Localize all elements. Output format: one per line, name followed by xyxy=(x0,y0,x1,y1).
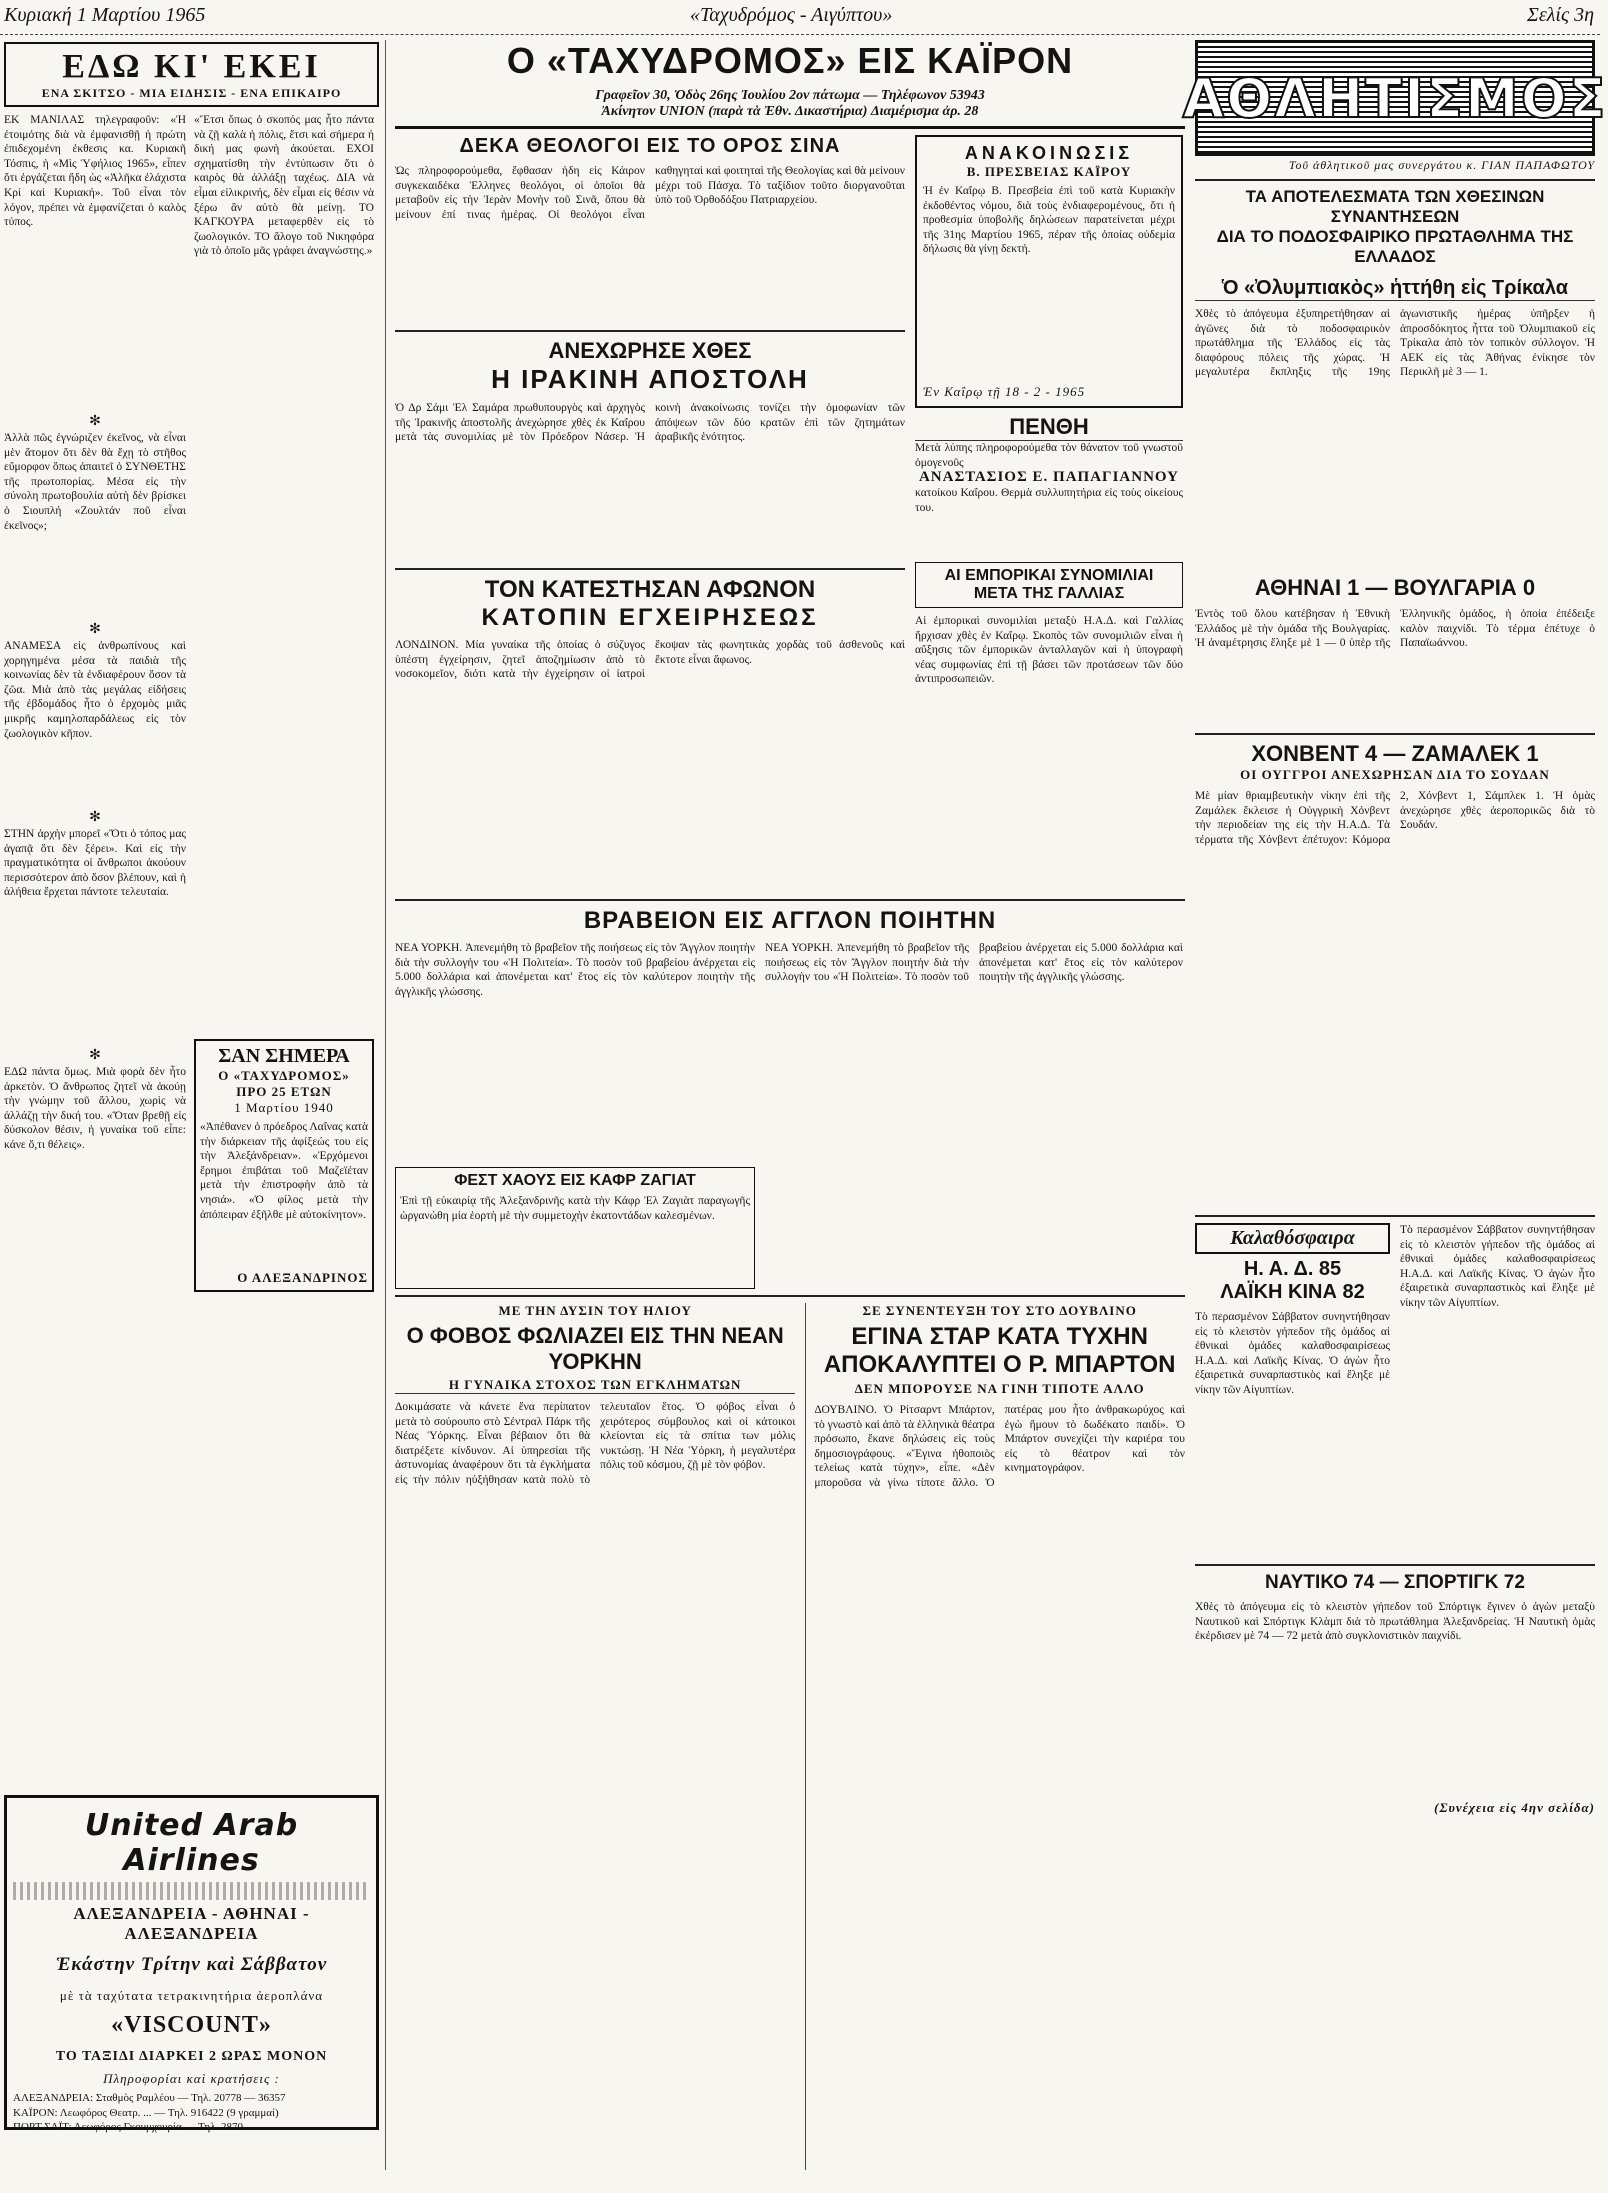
left-column xyxy=(0,40,386,2170)
burton-kicker: ΣΕ ΣΥΝΕΝΤΕΥΞΗ ΤΟΥ ΣΤΟ ΔΟΥΒΛΙΝΟ xyxy=(862,1303,1137,1318)
masthead-address: Γραφεῖον 30, Ὁδὸς 26ης Ἰουλίου 2ον πάτωμα — Τηλέφωνον 53943 xyxy=(595,88,985,103)
basket-score-2: ΛΑΪΚΗ ΚΙΝΑ 82 xyxy=(1220,1281,1365,1303)
anakoinosis-box xyxy=(915,135,1183,408)
anexorise-title-1: ΑΝΕΧΩΡΗΣΕ ΧΘΕΣ xyxy=(548,338,752,363)
honved-subtitle: ΟΙ ΟΥΓΓΡΟΙ ΑΝΕΧΩΡΗΣΑΝ ΔΙΑ ΤΟ ΣΟΥΔΑΝ xyxy=(1240,767,1550,782)
fest-title: ΦΕΣΤ ΧΑΟΥΣ ΕΙΣ ΚΑΦΡ ΖΑΓΙΑΤ xyxy=(454,1172,696,1189)
section-rule xyxy=(395,899,1185,901)
san-simera-text: «Ἀπέθανεν ὁ πρόεδρος Λαΐνας κατὰ τὴν διάρκειαν τῆς ἀφίξεώς του εἰς τὴν Ἀλεξάνδρειαν». «Ἐρχόμενοι ἔρημοι ἐπιβάται τοῦ Μαζεϊέταν μετὰ τὴν ἐπιστροφὴν ἀπὸ τὰ νησιά». «Ὁ φίλος μετὰ τὴν ἀπόπειραν ἐξῆλθε μὲ αὐτοκίνητον». xyxy=(200,1121,371,1221)
naftiko-title: ΝΑΥΤΙΚΟ 74 — ΣΠΟΡΤΙΓΚ 72 xyxy=(1265,1572,1525,1593)
fest-text: Ἐπὶ τῇ εὐκαιρίᾳ τῆς Ἀλεξανδρινῆς κατὰ τὴν Κάφρ Ἐλ Ζαγιὰτ παραγωγῆς ὠργανώθη μία ἑορτὴ μὲ τὴν συμμετοχὴν ἑκατοντάδων καλεσμένων. xyxy=(400,1195,753,1222)
section-rule xyxy=(1195,1215,1595,1217)
afonon-title-1: ΤΟΝ ΚΑΤΕΣΤΗΣΑΝ ΑΦΩΝΟΝ xyxy=(484,576,816,603)
fest-box xyxy=(395,1167,755,1289)
emporikai-text: Αἱ ἐμπορικαὶ συνομιλίαι μεταξὺ Η.Α.Δ. καὶ Γαλλίας ἤρχισαν χθὲς ἐν Καΐρῳ. Σκοπὸς τῶν συνομιλιῶν εἶναι ἡ αὔξησις τῶν ἐμπορικῶν ἀνταλλαγῶν καὶ ἡ ὑπογραφὴ νέας συμφωνίας ἐπὶ τῇ βάσει τῶν προτάσεων τῶν δύο ἀντιπροσωπειῶν. xyxy=(915,615,1186,686)
penthi-text: Μετὰ λύπης πληροφορούμεθα τὸν θάνατον τοῦ γνωστοῦ ὁμογενοῦς xyxy=(915,442,1186,469)
divider-star: ✻ xyxy=(89,622,101,637)
afonon-text: ΛΟΝΔΙΝΟΝ. Μία γυναίκα τῆς ὁποίας ὁ σύζυγος ὑπέστη ἐγχείρησιν, ζητεῖ ἀποζημίωσιν ἀπὸ τὸ νοσοκομεῖον, διότι κατὰ τὴν ἐγχείρησιν οἱ ἰατροὶ ἔκοψαν τὰς φωνητικὰς χορδὰς τοῦ ἀσθενοῦς καὶ ἔκτοτε εἶναι ἄφωνος. xyxy=(395,639,908,681)
edo-kiekei-para-4: ΣΤΗΝ ἀρχὴν μπορεῖ «Ὅτι ὁ τόπος μας ἀγαπᾷ ὅτι δὲν ξέρει». Καὶ εἰς τὴν πραγματικότητα οἱ ἄνθρωποι ἀκούουν περισσότερον ἀπὸ ὅσον βλέπουν, καὶ ἡ ἀλήθεια ἔρχεται πάντοτε τελευταία. xyxy=(4,828,189,899)
issue-date: Κυριακή 1 Μαρτίου 1965 xyxy=(4,4,206,26)
vraveion-left xyxy=(395,941,758,1289)
masthead-address-2: Ἀκίνητον UNION (παρὰ τὰ Ἐθν. Δικαστήρια) Διαμέρισμα ἀρ. 28 xyxy=(601,104,979,119)
airline-days: Ἑκάστην Τρίτην καὶ Σάββατον xyxy=(55,1954,328,1975)
vraveion-title: ΒΡΑΒΕΙΟΝ ΕΙΣ ΑΓΓΛΟΝ ΠΟΙΗΤΗΝ xyxy=(583,907,997,934)
edo-kiekei-para-1: ΕΚ ΜΑΝΙΛΑΣ τηλεγραφοῦν: «Ἡ ἐτοιμότης διὰ νὰ ἐμφανισθῇ ἡ πρώτη ἐπιδεχομένη ἐκθεσις κα. Κυριακῆ Τόσπις, ἡ «Μὶς Ὑφήλιος 1965», εἶπεν ὅτι ἐργάζεται ἤδη ὡς «Ἀλῆκα ἐλάχιστα Κρί καὶ Κυριακή». Τοῦ εἶναι τὸν λόγον, πρέπει νὰ ἐμφανίζεται ὁ καλὸς τύπος. xyxy=(4,114,189,229)
athenai-title: ΑΘΗΝΑΙ 1 — ΒΟΥΛΓΑΡΙΑ 0 xyxy=(1254,575,1536,600)
paper-name: «Ταχυδρόμος - Αιγύπτου» xyxy=(690,4,893,26)
penthi-text-2: κατοίκου Καΐρου. Θερμὰ συλλυπητήρια εἰς τοὺς οἰκείους του. xyxy=(915,487,1186,514)
basket-text: Τὸ περασμένον Σάββατον συνηντήθησαν εἰς τὸ κλειστὸν γήπεδον τῆς ὁμάδος αἱ ἐθνικαὶ ὁμάδες καλαθοσφαιρίσεως Η.Α.Δ. καὶ Λαϊκῆς Κίνας. Ὁ ἀγὼν ἦτο ἐξαιρετικὰ συναρπαστικὸς καὶ ἔληξε μὲ νίκην τῶν Αἰγυπτίων. xyxy=(1195,1311,1393,1396)
page-number: Σελίς 3η xyxy=(1526,4,1594,26)
masthead xyxy=(395,40,1185,129)
center-top-row xyxy=(395,135,1185,556)
center-middle-row xyxy=(395,562,1185,893)
san-simera-title: ΣΑΝ ΣΗΜΕΡΑ xyxy=(218,1045,350,1067)
sports-header: ΑΘΛΗΤΙΣΜΟΣ xyxy=(1195,40,1595,156)
basket-score-1: Η. Α. Δ. 85 xyxy=(1243,1258,1342,1280)
airline-advertisement xyxy=(4,1795,379,2134)
burton-title-1: ΕΓΙΝΑ ΣΤΑΡ ΚΑΤΑ ΤΥΧΗΝ xyxy=(851,1323,1148,1350)
ad-stripe xyxy=(13,1882,370,1900)
divider-star: ✻ xyxy=(89,810,101,825)
penthi-name: ΑΝΑΣΤΑΣΙΟΣ Ε. ΠΑΠΑΓΙΑΝΝΟΥ xyxy=(918,469,1180,485)
airline-route: ΑΛΕΞΑΝΔΡΕΙΑ - ΑΘΗΝΑΙ - ΑΛΕΞΑΝΔΡΕΙΑ xyxy=(73,1904,310,1943)
theologoi-title: ΔΕΚΑ ΘΕΟΛΟΓΟΙ ΕΙΣ ΤΟ ΟΡΟΣ ΣΙΝΑ xyxy=(459,135,841,157)
san-simera-sub1: Ο «ΤΑΧΥΔΡΟΜΟΣ» xyxy=(218,1068,350,1083)
naftiko-text: Χθὲς τὸ ἀπόγευμα εἰς τὸ κλειστὸν γήπεδον τοῦ Σπόρτιγκ ἔγινεν ὁ ἀγὼν μεταξὺ Ναυτικοῦ καὶ Σπόρτιγκ Κλὰμπ διὰ τὸ πρωτάθλημα Ἀλεξανδρείας. Ἡ Ναυτικὴ ὁμὰς ἐκέρδισεν μὲ 74 — 72 μετὰ ἀπὸ συγκλονιστικὸν παιχνίδι. xyxy=(1195,1601,1598,1643)
edo-kiekei-column-2: «Ἕτσι ὅπως ὁ σκοπός μας ἦτο πάντα νὰ ζῇ καλὰ ἡ πόλις, ἔτσι καὶ σήμερα ἡ δική μας φωνὴ ἀκούεται. ΕΧΟΙ σχηματίσθη τὴν ἐντύπωσιν ὅτι ὁ καιρὸς θὰ ἀλλάξῃ ταχέως. ΔΙΑ νὰ εἶμαι εἰλικρινής, δὲν εἶμαι εἰς θέσιν νὰ ξέρω ἂν αὐτὸ θὰ μείνῃ. ΤΟ ΚΑΓΚΟΥΡΑ μεταφερθὲν εἰς τὸ ζωολογικόν. ΤΟ ἄλογο τοῦ Νικηφόρα γιὰ τὸ ὁποῖο μᾶς γράφει ἀναγνώστης.» xyxy=(194,114,377,258)
center-column xyxy=(395,40,1188,2170)
vraveion-continued: ΝΕΑ ΥΟΡΚΗ. Ἀπενεμήθη τὸ βραβεῖον τῆς ποιήσεως εἰς τὸν Ἄγγλον ποιητὴν διὰ τὴν συλλογὴν του «Ἡ Πολιτεία». Τὸ ποσὸν τοῦ βραβείου ἀνέρχεται εἰς 5.000 δολλάρια καὶ ἀπονέμεται κατ' ἔτος εἰς τὸν καλύτερον ποιητὴν τῆς ἀγγλικῆς γλώσσης. xyxy=(765,942,1186,984)
edo-kiekei-header xyxy=(4,42,379,107)
section-rule xyxy=(1195,733,1595,735)
masthead-title: Ο «ΤΑΧΥΔΡΟΜΟΣ» ΕΙΣ ΚΑΪΡΟΝ xyxy=(506,40,1074,81)
sports-bottom xyxy=(1195,1223,1598,1558)
olympiakos-text: Χθὲς τὸ ἀπόγευμα ἐξυπηρετήθησαν αἱ ἀγῶνες διὰ τὸ ποδοσφαιρικὸν πρωτάθλημα τῆς Ἑλλάδος εἰς τὰς διαφόρους πόλεις τῆς χώρας. Ἡ μεγαλυτέρα ἔκπληξις τῆς 19ης ἀγωνιστικῆς ἡμέρας ὑπῆρξεν ἡ ἀπροσδόκητος ἧττα τοῦ Ὀλυμπιακοῦ εἰς Τρίκαλα ἀπὸ τὸν τοπικὸν σύλλογον. Ἡ ΑΕΚ εἰς τὰς Ἀθήνας ἐνίκησε τὸν Περικλῆ μὲ 3 — 1. xyxy=(1195,308,1598,379)
fovos-article xyxy=(395,1303,799,2170)
section-rule xyxy=(395,1295,1185,1297)
emporikai-title-2: ΜΕΤΑ ΤΗΣ ΓΑΛΛΙΑΣ xyxy=(973,585,1125,602)
section-rule xyxy=(1195,1564,1595,1566)
sports-byline: Τοῦ ἀθλητικοῦ μας συνεργάτου κ. ΓΙΑΝ ΠΑΠΑΦΩΤΟΥ xyxy=(1288,158,1595,172)
emporikai-header xyxy=(915,562,1183,608)
burton-text: ΔΟΥΒΛΙΝΟ. Ὁ Ρίτσαρντ Μπάρτον, τὸ γνωστὸ καὶ ἀπὸ τὰ ἑλληνικὰ θέατρα πρόσωπο, ἔκανε δηλώσεις εἰς τοὺς δημοσιογράφους. «Ἔγινα ἠθοποιὸς τελείως κατὰ τύχην», εἶπε. «Δὲν μποροῦσα νὰ γίνω τίποτε ἄλλο. Ὁ πατέρας μου ἦτο ἀνθρακωρύχος καὶ ἐγὼ ἤμουν τὸ δωδέκατο παιδί». Ὁ Μπάρτον συνεχίζει τὴν καριέρα του εἰς τὸ θέατρον καὶ τὸν κινηματογράφον. xyxy=(814,1404,1188,1489)
anakoinosis-text: Ἡ ἐν Καΐρῳ Β. Πρεσβεία ἐπὶ τοῦ κατὰ Κυριακὴν ἐκδοθέντος νόμου, διὰ τοὺς ἐνδιαφερομένους, ὅτι ἡ προθεσμία ὑποβολῆς δηλώσεων παρατείνεται μέχρι τῆς 31ης Μαρτίου 1965, πέραν τῆς ὁποίας οὐδεμία δήλωσις θὰ γίνῃ δεκτή. xyxy=(923,185,1178,256)
airline-info-title: Πληροφορίαι καὶ κρατήσεις : xyxy=(103,2071,280,2086)
san-simera-date: 1 Μαρτίου 1940 xyxy=(234,1100,334,1115)
edo-kiekei-para-2: Ἀλλὰ πῶς ἐγνώριζεν ἐκεῖνος, νὰ εἶναι μὲν ἄτομον ὅτι δὲν θὰ ἔχῃ τὸ στῆθος εὔμορφον ὅπως ἀπαιτεῖ ὁ ΣΥΝΘΕΤΗΣ τῆς πρωτοπορίας. Μέσα εἰς τὴν σύνολη πρωτοβουλία αὐτὴ δὲν βρίσκει ὁ Σιουπλή «Ζουλτάν ποῦ εἶναι ἐκεῖνος»; xyxy=(4,432,189,532)
edo-kiekei-para-3: ΑΝΑΜΕΣΑ εἰς ἀνθρωπίνους καὶ χορηγημένα μέσα τὰ παιδιὰ τῆς κοινωνίας δὲν τὰ ἐνδιαφέρουν ὅσον τὰ ζῶα. Μιὰ ἀπὸ τὰς μεγάλας εἰδήσεις τῆς ἑβδομάδος ἦτο ὁ ἐρχομὸς μιᾶς μικρῆς καμηλοπαρδάλεως εἰς τὸν ζωολογικὸν κῆπον. xyxy=(4,640,189,740)
airline-info-3: ΠΟΡΤ ΣΑΪΤ: Λεωφόρος Γκουμχουρία — Τηλ. 2870 xyxy=(13,2121,243,2134)
basket-text-continued: Τὸ περασμένον Σάββατον συνηντήθησαν εἰς τὸ κλειστὸν γήπεδον τῆς ὁμάδος αἱ ἐθνικαὶ ὁμάδες καλαθοσφαιρίσεως Η.Α.Δ. καὶ Λαϊκῆς Κίνας. Ὁ ἀγὼν ἦτο ἐξαιρετικὰ συναρπαστικὸς καὶ ἔληξε μὲ νίκην τῶν Αἰγυπτίων. xyxy=(1400,1224,1598,1309)
honved-title: ΧΟΝΒΕΝΤ 4 — ΖΑΜΑΛΕΚ 1 xyxy=(1251,741,1539,766)
burton-article xyxy=(805,1303,1188,2170)
airline-logo: United Arab Airlines xyxy=(84,1808,299,1878)
basket-article xyxy=(1195,1223,1393,1558)
edo-kiekei-title: ΕΔΩ ΚΙ' ΕΚΕΙ xyxy=(62,48,321,85)
emporikai-article xyxy=(915,562,1186,893)
continued-note: (Συνέχεια εἰς 4ην σελίδα) xyxy=(1434,1800,1595,1815)
airline-info-2: ΚΑΪΡΟΝ: Λεωφόρος Θεατρ. ... — Τηλ. 916422 (9 γραμμαί) xyxy=(13,2106,279,2119)
san-simera-author: Ο ΑΛΕΞΑΝΔΡΙΝΟΣ xyxy=(237,1270,368,1285)
results-title-1: ΤΑ ΑΠΟΤΕΛΕΣΜΑΤΑ ΤΩΝ ΧΘΕΣΙΝΩΝ ΣΥΝΑΝΤΗΣΕΩΝ xyxy=(1245,187,1545,226)
naftiko-article xyxy=(1400,1223,1598,1558)
basket-title: Καλαθόσφαιρα xyxy=(1195,1223,1390,1254)
divider-star: ✻ xyxy=(89,414,101,429)
edo-kiekei-body xyxy=(0,113,385,1495)
vraveion-row xyxy=(395,941,1185,1289)
anexorise-title-2: Η ΙΡΑΚΙΝΗ ΑΠΟΣΤΟΛΗ xyxy=(491,364,809,394)
anexorise-text: Ὁ Δρ Σάμι Ἐλ Σαμάρα πρωθυπουργὸς καὶ ἀρχηγὸς τῆς Ἰρακινῆς ἀποστολῆς ἀνεχώρησε χθὲς ἐκ Καΐρου μετὰ τὰς συνομιλίας μὲ τὸν Πρόεδρον Νάσερ. Ἡ κοινὴ ἀνακοίνωσις τονίζει τὴν ὁμοφωνίαν τῶν ἀπόψεων τῶν δύο κρατῶν ἐπὶ τῶν ζητημάτων ἀραβικῆς ἑνότητος. xyxy=(395,402,908,444)
burton-title-2: ΑΠΟΚΑΛΥΠΤΕΙ Ο Ρ. ΜΠΑΡΤΟΝ xyxy=(823,1351,1176,1378)
athenai-text: Ἐντὸς τοῦ ὅλου κατέβησαν ἡ Ἐθνικὴ Ἑλλάδος μὲ τὴν ὁμάδα τῆς Βουλγαρίας. Ἡ ἀναμέτρησις ἔληξε μὲ 1 — 0 ὑπὲρ τῆς Ἑλληνικῆς ὁμάδος, ἡ ὁποία ἐπέδειξε καλὸν παιχνίδι. Τὸ τέρμα ἐπέτυχε ὁ Παπαϊωάννου. xyxy=(1195,608,1598,650)
section-rule xyxy=(1195,179,1595,181)
honved-text: Μὲ μίαν θριαμβευτικὴν νίκην ἐπὶ τῆς Ζαμάλεκ ἔκλεισε ἡ Οὐγγρικὴ Χόνβεντ τὴν περιοδείαν της εἰς τὴν Η.Α.Δ. Τὰ τέρματα τῆς Χόνβεντ ἐπέτυχον: Κόμορα 2, Χόνβεντ 1, Σάμπλεκ 1. Ἡ ὁμὰς ἀνεχώρησε χθὲς ἀεροπορικῶς διὰ τὸ Σουδάν. xyxy=(1195,790,1598,846)
san-simera-box xyxy=(194,1039,374,1292)
results-title-2: ΔΙΑ ΤΟ ΠΟΔΟΣΦΑΙΡΙΚΟ ΠΡΩΤΑΘΛΗΜΑ ΤΗΣ ΕΛΛΑΔΟΣ xyxy=(1216,227,1574,266)
sports-column xyxy=(1182,40,1608,2170)
airline-aircraft-line: μὲ τὰ ταχύτατα τετρακινητήρια ἀεροπλάνα xyxy=(59,1988,324,2003)
center-side-notices xyxy=(915,135,1186,556)
airline-aircraft: «VISCOUNT» xyxy=(111,2012,272,2038)
edo-kiekei-para-5: ΕΔΩ πάντα ὅμως. Μιὰ φορὰ δὲν ἦτο ἀρκετὸν. Ὁ ἄνθρωπος ζητεῖ νὰ ἀκούῃ τὴν γνώμην τοῦ ἄλλου, χωρὶς νὰ ἀλλάζῃ τὴν δική του. «Ὅταν βρεθῇ εἰς δύσκολον θέσιν, ἡ γυναίκα τοῦ εἶπε: κάνε ὅ,τι θέλεις». xyxy=(4,1066,189,1151)
section-rule xyxy=(395,568,905,570)
fovos-title: Ο ΦΟΒΟΣ ΦΩΛΙΑΖΕΙ ΕΙΣ ΤΗΝ ΝΕΑΝ ΥΟΡΚΗΝ xyxy=(406,1323,784,1374)
afonon-article xyxy=(395,562,908,893)
airline-duration: ΤΟ ΤΑΞΙΔΙ ΔΙΑΡΚΕΙ 2 ΩΡΑΣ ΜΟΝΟΝ xyxy=(55,2049,328,2064)
section-rule xyxy=(395,330,905,332)
center-bottom-row xyxy=(395,1303,1188,2170)
san-simera-sub2: ΠΡΟ 25 ΕΤΩΝ xyxy=(236,1084,332,1099)
airline-info-1: ΑΛΕΞΑΝΔΡΕΙΑ: Σταθμὸς Ραμλέου — Τηλ. 20778 — 36357 xyxy=(13,2092,286,2104)
anakoinosis-subtitle: Β. ΠΡΕΣΒΕΙΑΣ ΚΑΪΡΟΥ xyxy=(966,164,1132,179)
divider-star: ✻ xyxy=(89,1048,101,1063)
vraveion-text: ΝΕΑ ΥΟΡΚΗ. Ἀπενεμήθη τὸ βραβεῖον τῆς ποιήσεως εἰς τὸν Ἄγγλον ποιητὴν διὰ τὴν συλλογὴν του «Ἡ Πολιτεία». Τὸ ποσὸν τοῦ βραβείου ἀνέρχεται εἰς 5.000 δολλάρια καὶ ἀπονέμεται κατ' ἔτος εἰς τὸν καλύτερον ποιητὴν τῆς ἀγγλικῆς γλώσσης. xyxy=(395,942,758,998)
anakoinosis-title: ΑΝΑΚΟΙΝΩΣΙΣ xyxy=(964,143,1134,163)
penthi-title: ΠΕΝΘΗ xyxy=(915,414,1183,441)
fovos-subtitle: Η ΓΥΝΑΙΚΑ ΣΤΟΧΟΣ ΤΩΝ ΕΓΚΛΗΜΑΤΩΝ xyxy=(395,1377,795,1394)
fovos-text: Δοκιμάσατε νὰ κάνετε ἕνα περίπατον μετὰ τὸ σούρουπο στὸ Σέντραλ Πάρκ τῆς Νέας Ὑόρκης. Εἶναι βέβαιον ὅτι θὰ διατρέξετε κίνδυνον. Αἱ ὑπηρεσίαι τῆς ἀστυνομίας ἀναφέρουν ὅτι τὰ ἐγκλήματα εἰς τὴν πόλιν ηὐξήθησαν κατὰ πολὺ τὸ τελευταῖον ἔτος. Ὁ φόβος εἶναι ὁ χειρότερος σύμβουλος καὶ οἱ κάτοικοι κλείονται εἰς τὰ σπίτια των μόλις νυκτώσῃ. Ἡ Νέα Ὑόρκη, ἡ μεγαλυτέρα πόλις τοῦ κόσμου, ζῇ μὲ τὸν φόβον. xyxy=(395,1401,799,1486)
afonon-title-2: ΚΑΤΟΠΙΝ ΕΓΧΕΙΡΗΣΕΩΣ xyxy=(481,604,819,631)
olympiakos-title: Ὁ «Ὀλυμπιακὸς» ἡττήθη εἰς Τρίκαλα xyxy=(1195,277,1595,301)
running-head xyxy=(0,0,1600,35)
theologoi-text: Ὡς πληροφορούμεθα, ἔφθασαν ἡδη εἰς Κάιρον συγκεκαιδέκα Ἑλληνες θεολόγοι, οἱ ὁποῖοι θὰ μεταβοῦν εἰς τὴν Ἱερὰν Μονὴν τοῦ Σινᾶ, ὅπου θὰ μείνουν ἐπί τινας ἡμέρας. Οἱ θεολόγοι εἶναι καθηγηταὶ καὶ φοιτηταὶ τῆς Θεολογίας καὶ θὰ μείνουν μέχρι τοῦ Πάσχα. Τὸ ταξίδιον τοῦτο διοργανοῦται ὑπὸ τοῦ Ὀρθοδόξου Πατριαρχείου. xyxy=(395,165,908,221)
fovos-kicker: ΜΕ ΤΗΝ ΔΥΣΙΝ ΤΟΥ ΗΛΙΟΥ xyxy=(498,1303,692,1318)
edo-kiekei-subtitle: ΕΝΑ ΣΚΙΤΣΟ - ΜΙΑ ΕΙΔΗΣΙΣ - ΕΝΑ ΕΠΙΚΑΙΡΟ xyxy=(41,86,342,100)
burton-subtitle: ΔΕΝ ΜΠΟΡΟΥΣΕ ΝΑ ΓΙΝΗ ΤΙΠΟΤΕ ΑΛΛΟ xyxy=(854,1381,1145,1396)
anakoinosis-sign: Ἐν Καΐρῳ τῇ 18 - 2 - 1965 xyxy=(923,384,1086,399)
theologoi-article xyxy=(395,135,908,556)
emporikai-title-1: ΑΙ ΕΜΠΟΡΙΚΑΙ ΣΥΝΟΜΙΛΙΑΙ xyxy=(944,567,1154,584)
